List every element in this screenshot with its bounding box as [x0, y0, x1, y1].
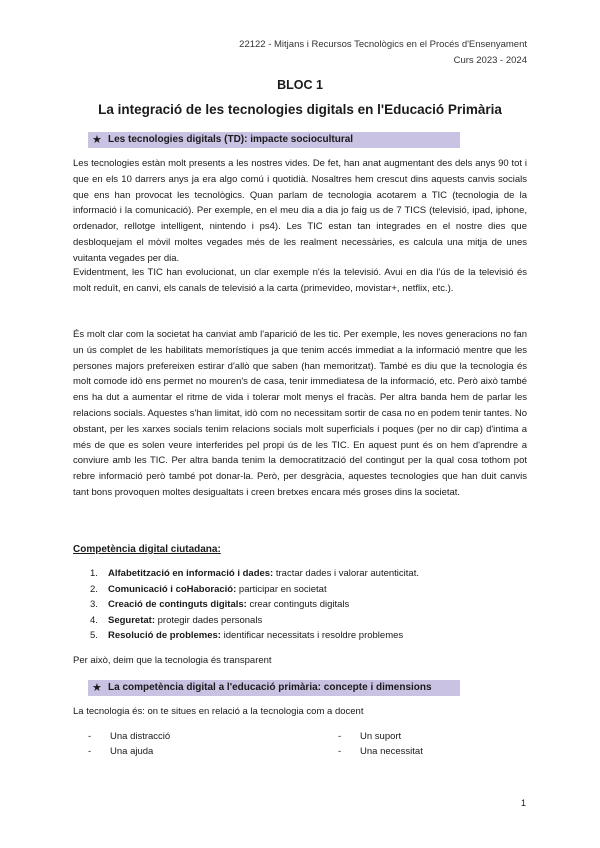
list-item: [338, 731, 401, 742]
list-term: Creació de continguts digitals:: [108, 599, 247, 610]
list-text: identificar necessitats i resoldre problemes: [220, 630, 404, 641]
list-text: protegir dades personals: [154, 614, 263, 626]
dash-bullet: -: [88, 746, 92, 757]
star-icon: ★: [92, 682, 102, 694]
list-text: Una ajuda: [110, 746, 154, 757]
list-number: 3.: [90, 599, 98, 610]
dash-bullet: -: [338, 746, 342, 757]
paragraph-2: Evidentment, les TIC han evolucionat, un clar exemple n'és la televisió. Avui en dia l'ús de la televisió és molt reduït, en canvi, els canals de televisió a la carta (primevideo, movistar+, netflix, etc.).: [73, 267, 527, 294]
section-heading-1: [88, 132, 460, 148]
list-term: Alfabetització en informació i dades:: [108, 568, 274, 579]
list-text: Un suport: [360, 731, 402, 742]
list-term: Comunicació i coHaboració:: [108, 583, 237, 595]
page-title: La integració de les tecnologies digitals en l'Educació Primària: [98, 102, 502, 117]
section-heading-1-label: Les tecnologies digitals (TD): impacte sociocultural: [108, 134, 354, 145]
section-heading-2-label: La competència digital a l'educació primària: concepte i dimensions: [108, 682, 432, 693]
list-text: tractar dades i valorar autenticitat.: [273, 568, 419, 579]
competencia-heading: Competència digital ciutadana:: [73, 544, 221, 555]
paragraph-1: Les tecnologies estàn molt presents a les nostres vides. De fet, han anat augmentant des dels anys 90 tot i que en els 10 darrers anys ja era algo comú i quotidià. Nosaltres hem crescut dins aquests canvis socials que ens han provocat les tecnològics. Quan parlam de tecnologia acotarem a TIC (tecnologia de la informació i la comunicació). Per exemple, en el meu dia a dia jo faig us de 7 TICS (televisió, ipad, iphone, ordenador, rellotge intelligent, nintendo i ps4). Les TIC estan tan integrades en el nostre dies que desbloquejam el mòvil moltes vegades més de les realment necessàries, es calcula una mitja de unes vuitanta vegades per dia.: [73, 158, 527, 264]
transparent-line: Per això, deim que la tecnologia és transparent: [73, 655, 272, 666]
list-item: [88, 746, 153, 757]
page-number: 1: [520, 798, 526, 808]
list-number: 5.: [90, 630, 98, 641]
bloc-heading: BLOC 1: [277, 78, 323, 92]
paragraph-3: És molt clar com la societat ha canviat amb l'aparició de les tic. Per exemple, les noves generacions no fan un ús complet de les habilitats memorístiques ja que tenim accés immediat a la informació mentre que les persones majors prefereixen estirar d'allò que saben (han memoritzat). També es diu que la tecnologia és molt comode idò ens permet no mouren's de casa, tenir immediatesa de la informació, etc. Però això també ens ha dut a aumentar el ritme de vida i tolerar molt menys el fracàs. Per altra banda hem de parlar les relacions socials. Aquestes s'han limitat, idò com no necessitam sortir de casa no en podem tenir tantes. No obstant, per les xarxes socials tenim relacions socials molt superficials i poques (per no dir cap) d'intima a més de que es solen veure interferides pel propi ús de les TIC. En aquest punt és on hem d'aprendre a conviure amb les TIC. Per altra banda tenim la democratització del contingut per la qual cosa tothom pot rebre informació però també pot donar-la. Però, per desgràcia, aquestes tecnologies que han duit canvis tant bons provoquen moltes desigualtats i creen bretxes encara més groses dins la societat.: [73, 329, 527, 498]
list-item: [90, 628, 530, 644]
list-item: [90, 582, 530, 598]
list-term: Seguretat:: [108, 614, 155, 626]
competencia-list: [90, 566, 530, 644]
header-year: Curs 2023 - 2024: [453, 55, 527, 66]
list-item: [90, 597, 530, 613]
section-heading-2: [88, 680, 460, 696]
list-item: [338, 746, 423, 757]
list-item: [90, 566, 530, 582]
list-item: [90, 613, 530, 629]
header-course: 22122 - Mitjans i Recursos Tecnològics en el Procés d'Ensenyament: [239, 39, 527, 50]
list-item: [88, 731, 170, 742]
list-text: crear continguts digitals: [246, 599, 350, 610]
list-text: Una distracció: [110, 731, 171, 742]
list-number: 1.: [90, 568, 98, 579]
list-number: 2.: [90, 583, 98, 595]
dash-bullet: -: [88, 731, 92, 742]
tecnologia-line: La tecnologia és: on te situes en relació a la tecnologia com a docent: [73, 706, 364, 717]
list-text: Una necessitat: [360, 746, 423, 757]
dash-bullet: -: [338, 731, 342, 742]
star-icon: ★: [92, 134, 102, 146]
list-number: 4.: [90, 614, 98, 626]
list-text: participar en societat: [236, 583, 327, 595]
list-term: Resolució de problemes:: [108, 630, 221, 641]
